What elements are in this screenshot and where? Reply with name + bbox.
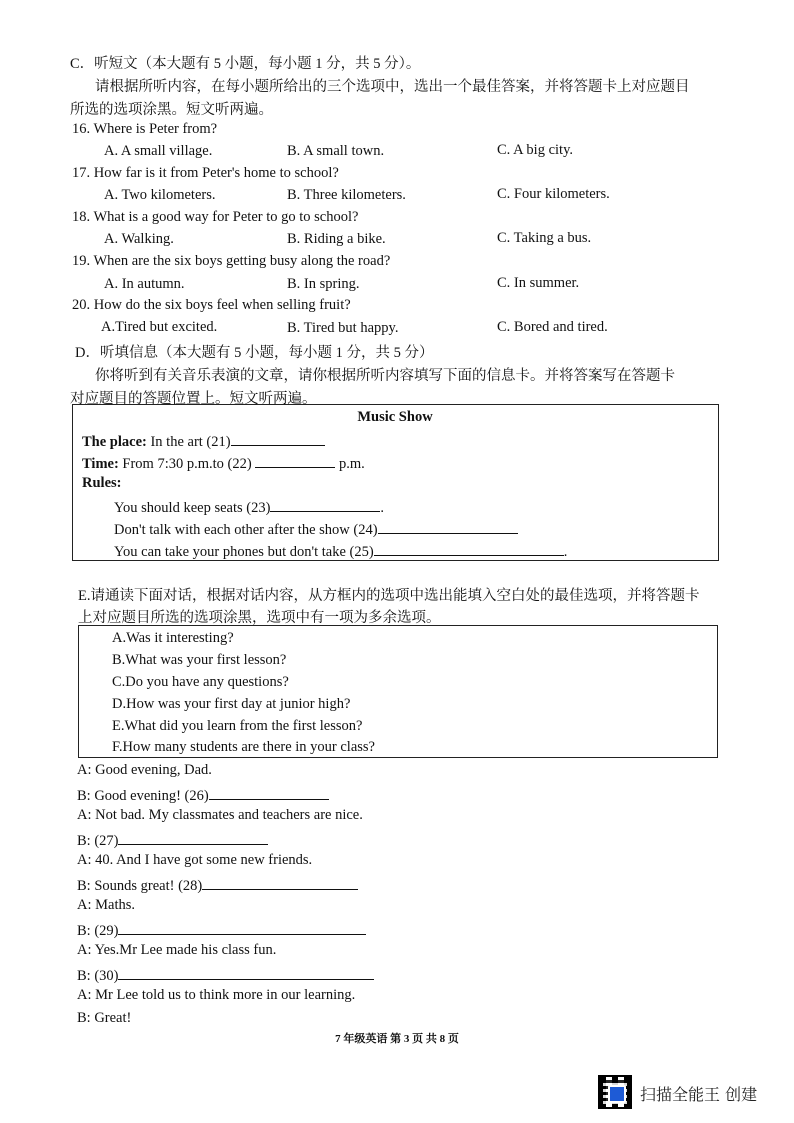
blank-26[interactable] <box>209 785 329 800</box>
dialogue-line-7: A: Maths. <box>77 897 135 913</box>
blank-25[interactable] <box>374 541 564 556</box>
blank-24[interactable] <box>378 519 518 534</box>
dialogue-line-1: A: Good evening, Dad. <box>77 762 212 778</box>
q17-option-c: C. Four kilometers. <box>497 186 610 202</box>
question-20: 20. How do the six boys feel when selling fruit? <box>72 297 351 313</box>
q18-option-a: A. Walking. <box>104 231 174 247</box>
dialogue-line-8 <box>77 920 366 940</box>
q16-option-b: B. A small town. <box>287 143 385 159</box>
section-c-heading: C．听短文（本大题有 5 小题，每小题 1 分，共 5 分）。 <box>70 56 421 72</box>
question-18: 18. What is a good way for Peter to go to school? <box>72 209 359 225</box>
dialogue-line-5: A: 40. And I have got some new friends. <box>77 852 313 868</box>
rule-3 <box>114 541 567 561</box>
time-text: From 7:30 p.m.to (22) <box>122 456 252 472</box>
blank-29[interactable] <box>118 920 366 935</box>
section-c-instruction-1: 请根据所听内容，在每小题所给出的三个选项中，选出一个最佳答案，并将答题卡上对应题目 <box>95 79 690 95</box>
q16-option-c: C. A big city. <box>497 142 573 158</box>
page-footer: 7 年级英语 第 3 页 共 8 页 <box>335 1033 459 1045</box>
blank-27[interactable] <box>118 830 268 845</box>
dialogue-line-8-text: B: (29) <box>77 923 119 939</box>
q18-option-b: B. Riding a bike. <box>287 231 386 247</box>
rule-1-text: You should keep seats (23) <box>114 500 271 516</box>
blank-28[interactable] <box>202 875 358 890</box>
place-text: In the art (21) <box>150 434 231 450</box>
dialogue-line-4 <box>77 830 268 850</box>
q17-option-a: A. Two kilometers. <box>104 187 216 203</box>
q19-option-c: C. In summer. <box>497 275 580 291</box>
q19-option-b: B. In spring. <box>287 276 360 292</box>
question-16: 16. Where is Peter from? <box>72 121 218 137</box>
options-box <box>78 625 718 758</box>
option-b: B.What was your first lesson? <box>112 652 287 668</box>
blank-21[interactable] <box>231 431 325 446</box>
scanner-watermark: 扫描全能王 创建 <box>640 1085 758 1104</box>
dialogue-line-10 <box>77 965 374 985</box>
dialogue-line-6-text: B: Sounds great! (28) <box>77 878 203 894</box>
rule-2 <box>114 519 518 539</box>
dialogue-line-11: A: Mr Lee told us to think more in our learning. <box>77 987 356 1003</box>
qr-code-icon <box>598 1075 632 1109</box>
rules-label: Rules: <box>82 475 122 491</box>
dialogue-line-12: B: Great! <box>77 1010 132 1026</box>
section-e-instruction-2: 上对应题目所选的选项涂黑，选项中有一项为多余选项。 <box>78 610 441 626</box>
section-d-instruction-2: 对应题目的答题位置上。短文听两遍。 <box>70 391 317 407</box>
section-d-heading: D．听填信息（本大题有 5 小题，每小题 1 分，共 5 分） <box>75 345 434 361</box>
dialogue-line-4-text: B: (27) <box>77 833 119 849</box>
dialogue-line-2-text: B: Good evening! (26) <box>77 788 209 804</box>
rule-1-end: . <box>380 500 385 516</box>
question-17: 17. How far is it from Peter's home to school? <box>72 165 339 181</box>
dialogue-line-9: A: Yes.Mr Lee made his class fun. <box>77 942 277 958</box>
option-e: E.What did you learn from the first lesson? <box>112 718 363 734</box>
blank-22[interactable] <box>255 453 335 468</box>
rule-1 <box>114 497 384 517</box>
q17-option-b: B. Three kilometers. <box>287 187 406 203</box>
time-label: Time: <box>82 456 119 472</box>
rule-3-end: . <box>563 544 568 560</box>
rule-2-text: Don't talk with each other after the show (24) <box>114 522 378 538</box>
blank-30[interactable] <box>118 965 374 980</box>
dialogue-line-2 <box>77 785 329 805</box>
option-d: D.How was your first day at junior high? <box>112 696 351 712</box>
card-title: Music Show <box>357 409 433 425</box>
dialogue-line-10-text: B: (30) <box>77 968 119 984</box>
place-row <box>82 431 325 451</box>
blank-23[interactable] <box>270 497 380 512</box>
q20-option-c: C. Bored and tired. <box>497 319 608 335</box>
place-label: The place: <box>82 434 147 450</box>
q19-option-a: A. In autumn. <box>104 276 185 292</box>
dialogue-line-3: A: Not bad. My classmates and teachers are nice. <box>77 807 363 823</box>
option-f: F.How many students are there in your class? <box>112 739 375 755</box>
q18-option-c: C. Taking a bus. <box>497 230 592 246</box>
q20-option-b: B. Tired but happy. <box>287 320 399 336</box>
question-19: 19. When are the six boys getting busy along the road? <box>72 253 391 269</box>
time-row <box>82 453 365 473</box>
q20-option-a: A.Tired but excited. <box>101 319 218 335</box>
rule-3-text: You can take your phones but don't take (25) <box>114 544 374 560</box>
option-c: C.Do you have any questions? <box>112 674 289 690</box>
music-show-card <box>72 404 719 561</box>
option-a: A.Was it interesting? <box>112 630 234 646</box>
section-d-instruction-1: 你将听到有关音乐表演的文章，请你根据所听内容填写下面的信息卡。并将答案写在答题卡 <box>95 368 675 384</box>
section-e-instruction-1: E.请通读下面对话，根据对话内容，从方框内的选项中选出能填入空白处的最佳选项，并将答题卡 <box>78 588 700 604</box>
time-suffix: p.m. <box>338 456 365 472</box>
dialogue-line-6 <box>77 875 358 895</box>
q16-option-a: A. A small village. <box>104 143 213 159</box>
section-c-instruction-2: 所选的选项涂黑。短文听两遍。 <box>70 102 273 118</box>
